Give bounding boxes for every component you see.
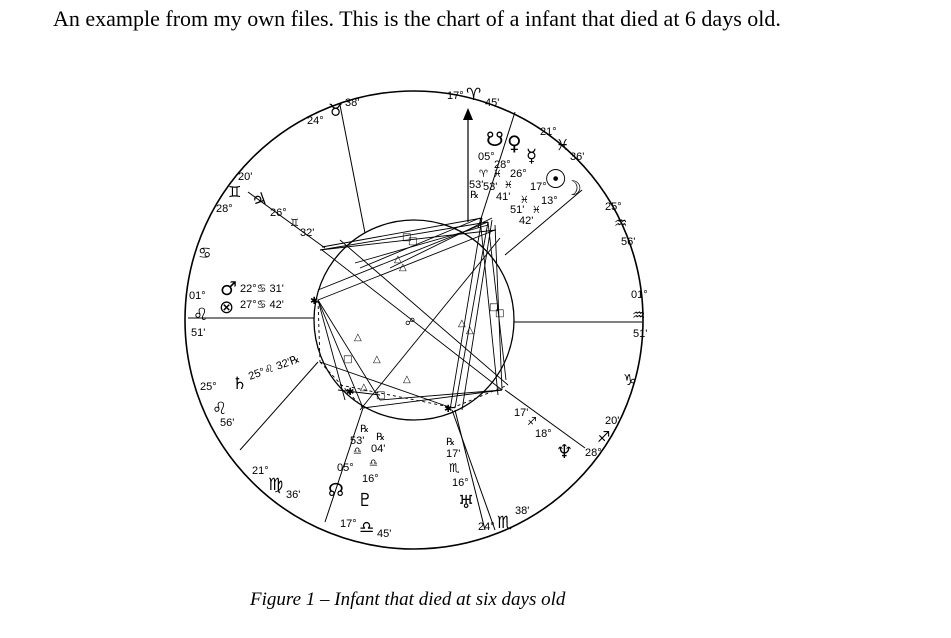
moon-minutes: 42' (519, 215, 534, 227)
square-glyph: □ (376, 390, 386, 401)
gemini-icon-small: ♊ (290, 218, 299, 229)
north-node-icon: ☊ (328, 480, 344, 501)
asc-minutes: 51' (191, 327, 206, 339)
square-glyph: □ (402, 232, 412, 243)
cusp6-minutes: 20' (605, 415, 620, 427)
pluto-retro: ℞ (376, 432, 385, 443)
cusp2-minutes: 56' (220, 417, 235, 429)
venus-icon: ♀ (507, 131, 522, 155)
pof-position: 27°♋ 42' (240, 299, 284, 311)
mars-position: 22°♋ 31' (240, 283, 284, 295)
cusp3-minutes: 36' (286, 489, 301, 501)
jupiter-icon: ♃ (248, 188, 271, 213)
aries-icon: ♈ (466, 85, 482, 105)
pluto-icon: ♇ (357, 490, 374, 511)
capricorn-icon: ♑ (623, 371, 637, 389)
uranus-minutes: 17' (446, 448, 461, 460)
ic-minutes: 45' (377, 528, 392, 540)
saturn-position: 25°♌ 32'℞ (246, 353, 302, 383)
trine-glyph: △ (458, 318, 466, 329)
leo-icon-2: ♌ (212, 399, 228, 419)
mc-degree: 17° (447, 90, 464, 102)
south-node-icon: ☋ (486, 127, 504, 151)
aspect-line (360, 238, 500, 410)
moon-degree: 13° (541, 195, 558, 207)
pisces-icon-small-3: ♓ (520, 195, 529, 206)
cusp11-degree: 24° (307, 115, 324, 127)
pluto-minutes: 04' (371, 443, 386, 455)
cusp8-minutes: 56' (621, 236, 636, 248)
aspect-line (380, 390, 502, 400)
cusp-line-11 (340, 105, 365, 233)
jupiter-minutes: 32' (300, 227, 315, 239)
cancer-icon: ♋ (198, 244, 212, 262)
square-glyph: □ (343, 354, 353, 365)
scorpio-icon-small: ♏ (449, 461, 460, 475)
pisces-icon-small-2: ♓ (504, 180, 513, 191)
cusp9-minutes: 36' (570, 151, 585, 163)
aries-icon-small: ♈ (479, 169, 488, 180)
virgo-icon: ♍ (268, 475, 284, 495)
node-retro: ℞ (360, 424, 369, 435)
node-minutes: 53' (350, 435, 365, 447)
sextile-glyph: ✱ (346, 387, 355, 398)
neptune-icon: ♆ (556, 441, 574, 463)
cusp12-minutes: 20' (238, 171, 253, 183)
mercury-icon: ☿ (526, 146, 538, 167)
gemini-icon: ♊ (228, 183, 242, 201)
aspect-line (318, 300, 380, 400)
trine-glyph: △ (354, 332, 362, 343)
cusp8-degree: 25° (605, 201, 622, 213)
mc-minutes: 45' (485, 97, 500, 109)
square-glyph: □ (489, 302, 499, 313)
saturn-icon: ♄ (232, 374, 248, 394)
south-node-minutes: 53' (469, 179, 484, 191)
leo-icon: ♌ (193, 305, 209, 325)
mercury-minutes: 41' (496, 191, 511, 203)
heading-text: An example from my own files. This is the chart of a infant that died at 6 days old. (53, 6, 781, 31)
aquarius-icon-2: ♒ (614, 214, 628, 232)
dsc-degree: 01° (631, 289, 648, 301)
sagittarius-icon: ♐ (597, 428, 611, 446)
venus-degree: 28° (494, 159, 511, 171)
pisces-icon-small-4: ♓ (532, 205, 541, 216)
uranus-degree: 16° (452, 477, 469, 489)
mercury-degree: 26° (510, 168, 527, 180)
mc-arrowhead (463, 108, 473, 120)
trine-glyph: △ (399, 262, 407, 273)
aspect-line-dashed (340, 385, 455, 408)
south-node-retro: ℞ (470, 190, 479, 201)
asc-degree: 01° (189, 290, 206, 302)
square-glyph: □ (408, 236, 418, 247)
cusp3-degree: 21° (252, 465, 269, 477)
sun-degree: 17° (530, 181, 547, 193)
mars-icon: ♂ (220, 278, 238, 300)
libra-icon-small-2: ♎ (369, 458, 378, 469)
uranus-icon: ♅ (458, 492, 475, 513)
dsc-minutes: 51' (633, 328, 648, 340)
cusp9-degree: 21° (540, 126, 557, 138)
libra-icon-small: ♎ (353, 446, 362, 457)
jupiter-degree: 26° (270, 207, 287, 219)
sextile-glyph: ✱ (310, 296, 319, 307)
aspect-line (320, 362, 452, 408)
square-glyph: □ (495, 308, 505, 319)
aquarius-icon: ♒ (632, 306, 646, 324)
aspect-line (340, 240, 508, 385)
cusp2-degree: 25° (200, 381, 217, 393)
south-node-degree: 05° (478, 151, 495, 163)
trine-glyph: △ (394, 254, 402, 265)
cusp5-degree: 24° (478, 521, 495, 533)
trine-glyph: △ (373, 354, 381, 365)
sextile-glyph: ✱ (444, 404, 453, 415)
trine-glyph: △ (403, 374, 411, 385)
moon-icon: ☽ (564, 176, 582, 200)
node-degree: 05° (337, 462, 354, 474)
figure-caption: Figure 1 – Infant that died at six days old (250, 589, 566, 610)
uranus-retro: ℞ (446, 437, 455, 448)
venus-minutes: 53' (483, 181, 498, 193)
ic-degree: 17° (340, 518, 357, 530)
trine-glyph: △ (360, 382, 368, 393)
trine-glyph: △ (466, 325, 474, 336)
pisces-icon-small: ♓ (493, 169, 502, 180)
pisces-icon: ♓ (556, 136, 570, 154)
cusp5-minutes: 38' (515, 505, 530, 517)
cusp6-degree: 28° (585, 447, 602, 459)
neptune-degree: 18° (535, 428, 552, 440)
pluto-degree: 16° (362, 473, 379, 485)
sun-icon: ☉ (544, 165, 568, 195)
sagittarius-icon-small: ♐ (527, 415, 537, 428)
aspect-line (488, 222, 506, 380)
libra-icon: ♎ (359, 518, 375, 538)
taurus-icon: ♉ (328, 101, 344, 121)
neptune-minutes: 17' (514, 407, 529, 419)
cusp12-degree: 28° (216, 203, 233, 215)
cusp11-minutes: 38' (345, 97, 360, 109)
opposition-glyph: ☍ (405, 317, 416, 328)
scorpio-icon: ♏ (497, 513, 513, 533)
sun-minutes: 51' (510, 204, 525, 216)
part-of-fortune-icon: ⊗ (219, 297, 235, 318)
